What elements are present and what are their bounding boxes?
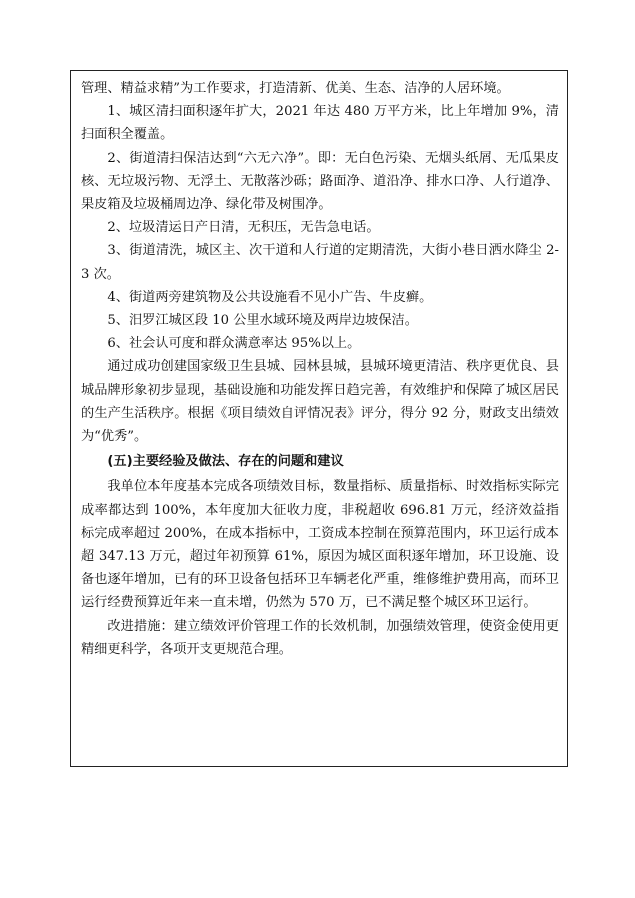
paragraph-item-5-river-cleaning: 5、汨罗江城区段 10 公里水域环境及两岸边坡保洁。 <box>107 313 418 329</box>
paragraph-improvement-measures: 改进措施：建立绩效评价管理工作的长效机制，加强绩效管理，使资金使用更精细更科学，各项开支更规范合理。 <box>81 618 559 657</box>
document-frame <box>70 70 568 767</box>
section-heading-experience: (五)主要经验及做法、存在的问题和建议 <box>107 454 344 470</box>
paragraph-summary: 通过成功创建国家级卫生县城、园林县城，县城环境更清洁、秩序更优良、县城品牌形象初步显现，基础设施和功能发挥日趋完善，有效维护和保障了城区居民的生产生活秩序。根据《项目绩效自评情况表》评分，得分 92 分，财政支出绩效为“优秀”。 <box>81 359 559 445</box>
document-body <box>81 77 559 661</box>
paragraph-item-1-cleaning-area: 1、城区清扫面积逐年扩大，2021 年达 480 万平方米，比上年增加 9%，清扫面积全覆盖。 <box>81 104 559 143</box>
paragraph-item-2-garbage-transport: 2、垃圾清运日产日清，无积压，无告急电话。 <box>107 220 380 236</box>
paragraph-item-2-six-nos-six-cleans: 2、街道清扫保洁达到“六无六净”。即：无白色污染、无烟头纸屑、无瓜果皮核、无垃圾污物、无浮土、无散落沙砾；路面净、道沿净、排水口净、人行道净、果皮箱及垃圾桶周边净、绿化带及树围净。 <box>81 150 559 213</box>
paragraph-item-3-street-washing: 3、街道清洗，城区主、次干道和人行道的定期清洗，大街小巷日洒水降尘 2-3 次。 <box>81 243 559 282</box>
paragraph-experience-details: 我单位本年度基本完成各项绩效目标，数量指标、质量指标、时效指标实际完成率都达到 100%，本年度加大征收力度，非税超收 696.81 万元，经济效益指标完成率超过 200%，在成本指标中，工资成本控制在预算范围内，环卫运行成本超 347.13 万元，超过年初预算 61%，原因为城区面积逐年增加，环卫设施、设备也逐年增加，已有的环卫设备包括环卫车辆老化严重，维修维护费用高，而环卫运行经费预算近年来一直未增，仍然为 570 万，已不满足整个城区环卫运行。 <box>81 479 559 611</box>
paragraph-item-6-satisfaction: 6、社会认可度和群众满意率达 95%以上。 <box>107 336 361 352</box>
paragraph-intro-continuation: 管理、精益求精”为工作要求，打造清新、优美、生态、洁净的人居环境。 <box>81 81 510 96</box>
paragraph-item-4-no-ads: 4、街道两旁建筑物及公共设施看不见小广告、牛皮癣。 <box>107 289 433 305</box>
